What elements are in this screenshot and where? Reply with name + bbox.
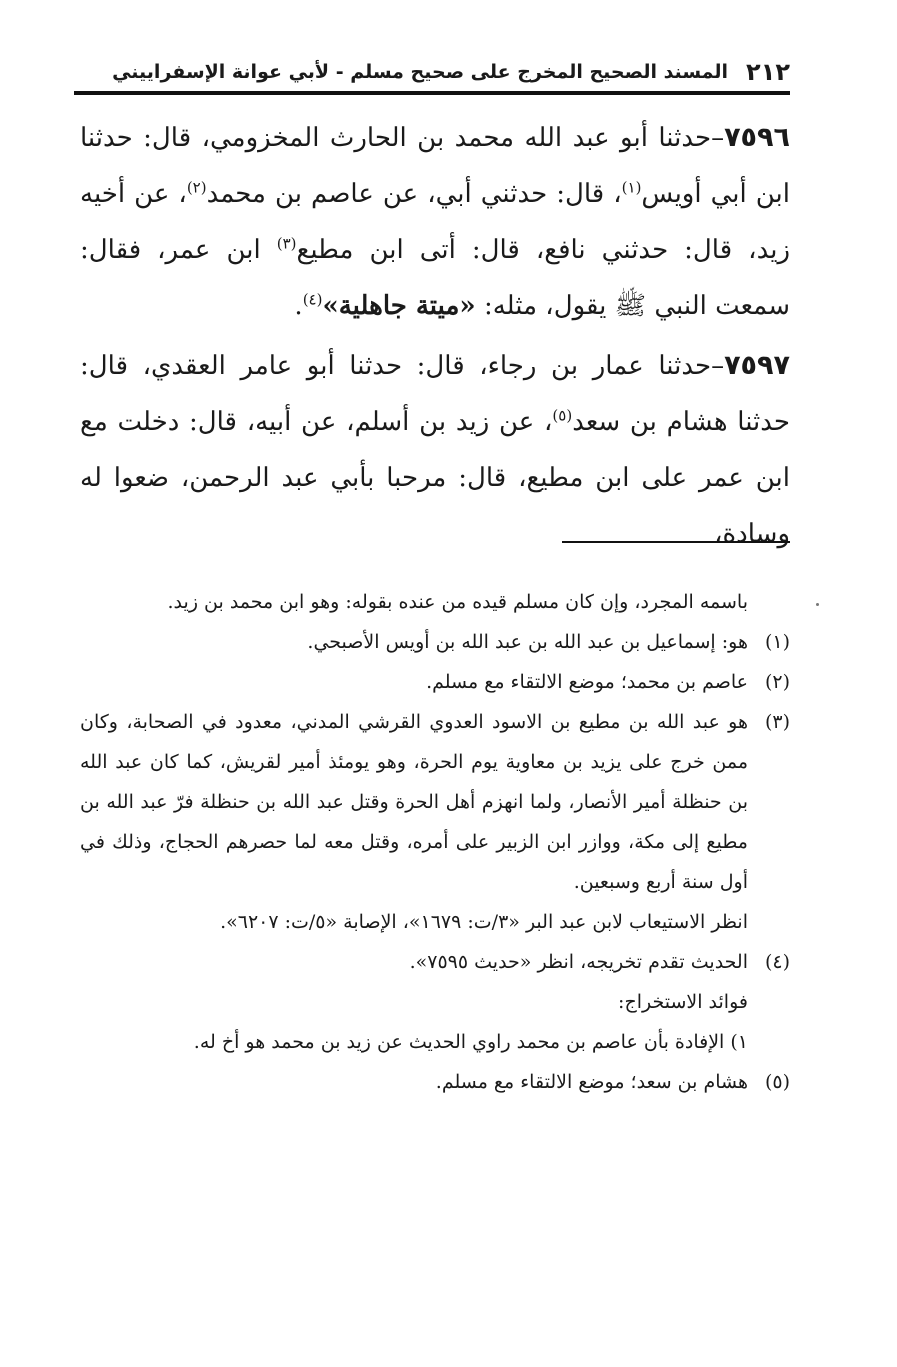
footnote-ref[interactable]: (٣) <box>276 234 297 253</box>
footnote-3-references: انظر الاستيعاب لابن عبد البر «٣/ت: ١٦٧٩»، الإصابة «٥/ت: ٦٢٠٧». <box>220 911 748 933</box>
footnotes <box>80 582 790 1102</box>
page-header <box>78 52 790 92</box>
hadith-text: ، قال: حدثني أبي، عن عاصم بن محمد <box>206 179 622 209</box>
hadith-7597 <box>80 338 790 562</box>
footnote-ref[interactable]: (٤) <box>302 290 323 309</box>
footnote-text: هو عبد الله بن مطيع بن الاسود العدوي القرشي المدني، معدود في الصحابة، وكان ممن خرج على يزيد بن معاوية يوم الحرة، وهو يومئذ أمير لقريش، كما كان عبد الله بن حنظلة أمير الأنصار، ولما انهزم أهل الحرة وقتل عبد الله بن حنظلة فرّ عبد الله بن مطيع إلى مكة، ووازر ابن الزبير على أمره، وقتل معه لما حصرهم الحجاج، وذلك في أول سنة أربع وسبعين. <box>80 711 748 893</box>
footnote-3 <box>80 702 790 902</box>
footnote-label: (٣) <box>764 711 790 733</box>
footnote-label: (٢) <box>764 671 790 693</box>
footnote-text: هشام بن سعد؛ موضع الالتقاء مع مسلم. <box>435 1071 748 1093</box>
hadith-text: ، عن أخيه زيد، قال: حدثني نافع، قال: أتى ابن مطيع <box>80 179 791 265</box>
footnote-label: (٤) <box>764 951 790 973</box>
hadith-number: ٧٥٩٦ <box>724 122 790 153</box>
benefits-heading: فوائد الاستخراج: <box>618 991 748 1013</box>
footnote-continuation: باسمه المجرد، وإن كان مسلم قيده من عنده بقوله: وهو ابن محمد بن زيد. <box>167 591 748 613</box>
footnote-text: هو: إسماعيل بن عبد الله بن عبد الله بن أويس الأصبحي. <box>307 631 748 653</box>
hadith-number: ٧٥٩٧ <box>724 350 790 381</box>
header-rule <box>74 91 790 95</box>
hadith-text: –حدثنا أبو عبد الله محمد بن الحارث المخزومي، قال: حدثنا ابن أبي أويس <box>80 123 790 209</box>
footnote-2 <box>80 662 790 702</box>
hadith-quote: «ميتة جاهلية» <box>322 291 476 321</box>
scan-speck <box>816 603 819 606</box>
hadith-text: ابن عمر، فقال: سمعت النبي ﷺ يقول، مثله: <box>80 235 790 321</box>
main-text <box>80 110 790 566</box>
hadith-text: . <box>294 291 303 321</box>
page-number: ٢١٢ <box>746 58 790 86</box>
footnote-1 <box>80 622 790 662</box>
hadith-text: ، عن زيد بن أسلم، عن أبيه، قال: دخلت مع ابن عمر على ابن مطيع، قال: مرحبا بأبي عبد الرحمن، ضعوا له وسادة، <box>80 407 790 549</box>
footnote-4 <box>80 942 790 982</box>
benefit-item: ١) الإفادة بأن عاصم بن محمد راوي الحديث عن زيد بن محمد هو أخ له. <box>193 1031 748 1053</box>
footnote-separator <box>562 541 790 543</box>
footnote-ref[interactable]: (٢) <box>186 178 207 197</box>
footnote-ref[interactable]: (١) <box>621 178 642 197</box>
footnote-5 <box>80 1062 790 1102</box>
hadith-text: –حدثنا عمار بن رجاء، قال: حدثنا أبو عامر العقدي، قال: حدثنا هشام بن سعد <box>80 351 791 437</box>
footnote-ref[interactable]: (٥) <box>552 406 573 425</box>
hadith-7596 <box>80 110 790 334</box>
running-title: المسند الصحيح المخرج على صحيح مسلم - لأبي عوانة الإسفراييني <box>112 61 729 83</box>
footnote-label: (١) <box>764 631 790 653</box>
footnote-text: عاصم بن محمد؛ موضع الالتقاء مع مسلم. <box>426 671 748 693</box>
footnote-label: (٥) <box>764 1071 790 1093</box>
footnote-text: الحديث تقدم تخريجه، انظر «حديث ٧٥٩٥». <box>409 951 748 973</box>
